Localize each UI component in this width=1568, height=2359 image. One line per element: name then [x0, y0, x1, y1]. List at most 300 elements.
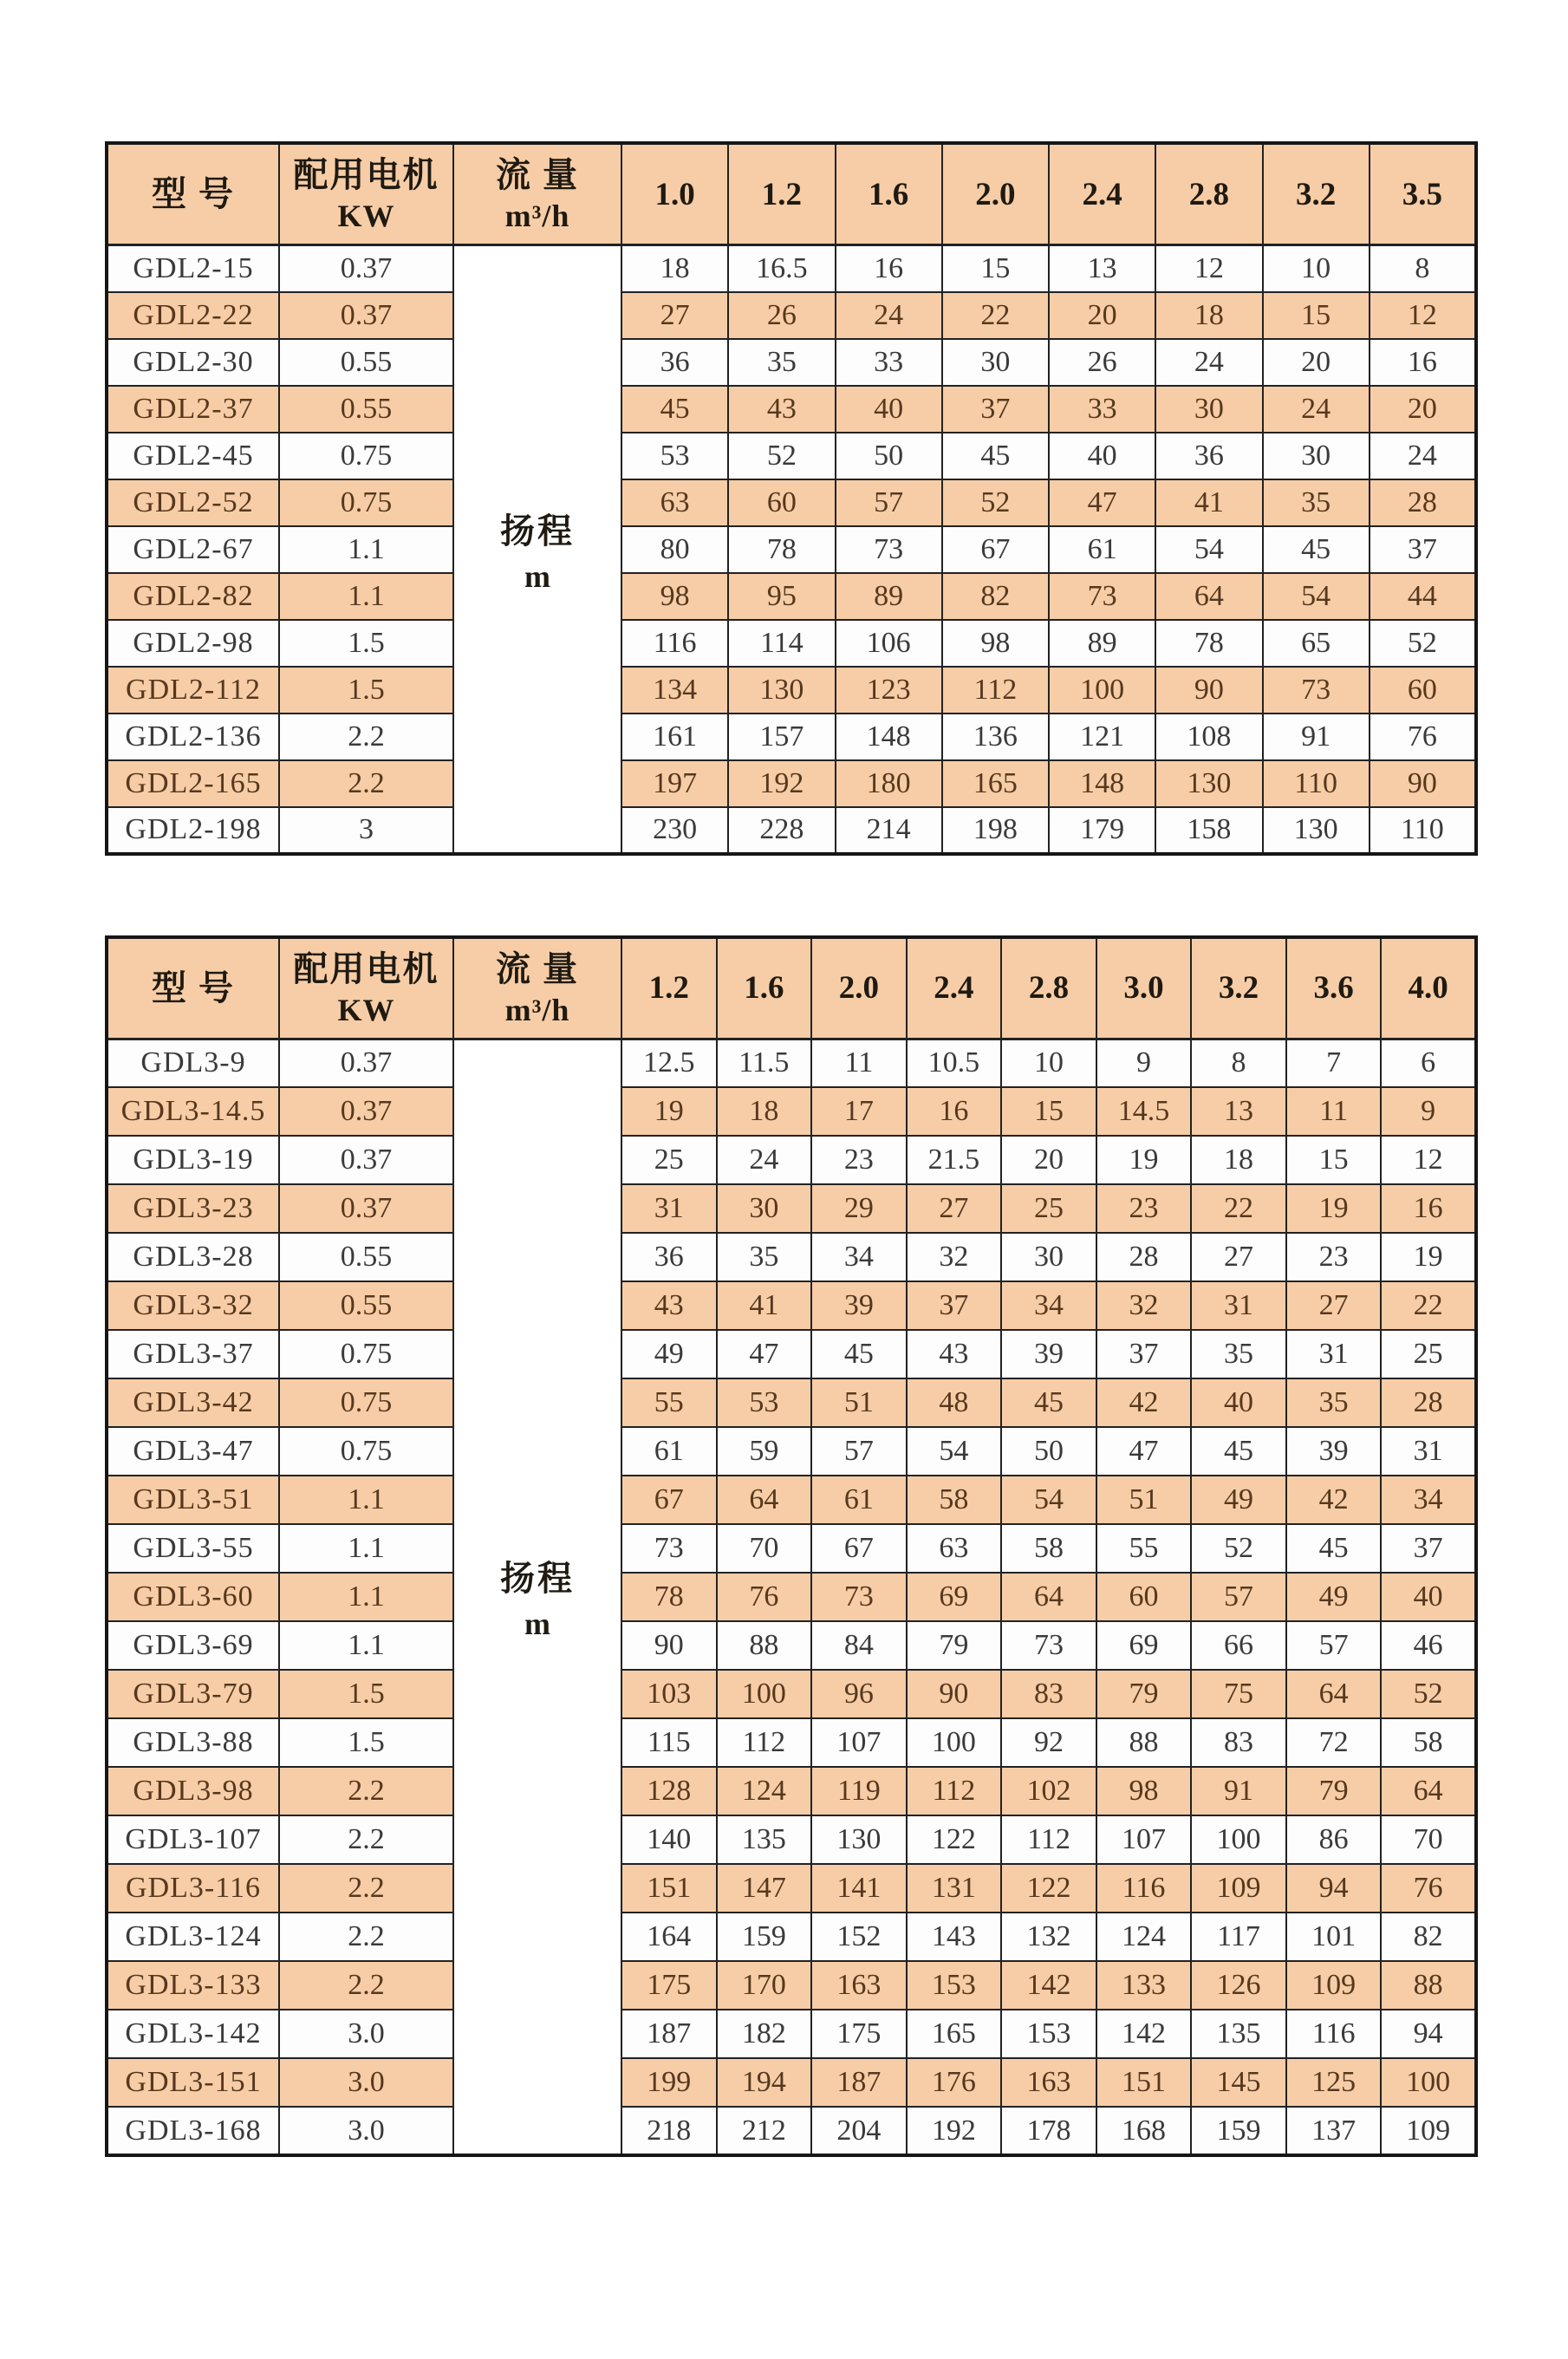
- head-value-cell: 20: [1263, 339, 1370, 386]
- head-value-cell: 100: [1191, 1815, 1286, 1864]
- table-row: [107, 1718, 1476, 1767]
- model-cell: GDL3-124: [107, 1913, 279, 1961]
- motor-kw-cell: 1.1: [279, 1621, 453, 1670]
- head-value-cell: 107: [811, 1718, 907, 1767]
- head-value-cell: 11: [1286, 1087, 1382, 1136]
- head-value-cell: 19: [1286, 1184, 1382, 1233]
- head-value-cell: 128: [621, 1767, 717, 1815]
- head-value-cell: 53: [717, 1378, 812, 1427]
- head-value-cell: 70: [1381, 1815, 1476, 1864]
- pump-spec-table-gdl2: [105, 141, 1478, 856]
- model-cell: GDL3-14.5: [107, 1087, 279, 1136]
- head-value-cell: 45: [942, 433, 1049, 479]
- motor-column-header-label: 配用电机: [293, 948, 439, 988]
- head-value-cell: 110: [1370, 807, 1476, 854]
- head-value-cell: 24: [836, 292, 942, 339]
- head-value-cell: 100: [907, 1718, 1002, 1767]
- head-value-cell: 106: [836, 620, 942, 667]
- flow-value-header: 3.0: [1096, 937, 1192, 1039]
- head-value-cell: 41: [717, 1281, 812, 1330]
- head-value-cell: 140: [621, 1815, 717, 1864]
- flow-value-header: 3.2: [1263, 143, 1370, 245]
- table-row: [107, 386, 1476, 433]
- head-value-cell: 198: [942, 807, 1049, 854]
- motor-kw-cell: 2.2: [279, 1815, 453, 1864]
- head-value-cell: 54: [907, 1427, 1002, 1476]
- head-value-cell: 18: [621, 245, 728, 292]
- head-value-cell: 22: [1381, 1281, 1476, 1330]
- head-value-cell: 145: [1191, 2058, 1286, 2107]
- model-cell: GDL3-23: [107, 1184, 279, 1233]
- head-value-cell: 13: [1191, 1087, 1286, 1136]
- head-value-cell: 125: [1286, 2058, 1382, 2107]
- head-value-cell: 19: [1096, 1136, 1192, 1184]
- head-value-cell: 151: [1096, 2058, 1192, 2107]
- head-value-cell: 153: [1001, 2010, 1096, 2058]
- head-value-cell: 90: [1370, 760, 1476, 807]
- table-row: [107, 807, 1476, 854]
- table-row: [107, 1330, 1476, 1378]
- head-value-cell: 52: [1381, 1670, 1476, 1718]
- flow-value-header: 1.6: [717, 937, 812, 1039]
- head-value-cell: 54: [1263, 573, 1370, 620]
- motor-kw-cell: 0.55: [279, 386, 453, 433]
- head-value-cell: 89: [1049, 620, 1155, 667]
- motor-kw-cell: 1.1: [279, 573, 453, 620]
- table-row: [107, 1281, 1476, 1330]
- head-value-cell: 10: [1001, 1039, 1096, 1087]
- model-cell: GDL3-32: [107, 1281, 279, 1330]
- head-value-cell: 19: [621, 1087, 717, 1136]
- head-value-cell: 218: [621, 2107, 717, 2155]
- head-value-cell: 78: [621, 1573, 717, 1621]
- head-value-cell: 84: [811, 1621, 907, 1670]
- head-value-cell: 47: [1049, 479, 1155, 526]
- head-value-cell: 100: [1381, 2058, 1476, 2107]
- flow-column-header-label: 流 量: [496, 948, 579, 988]
- motor-kw-cell: 0.55: [279, 1233, 453, 1281]
- head-value-cell: 130: [1263, 807, 1370, 854]
- motor-kw-cell: 2.2: [279, 1864, 453, 1913]
- head-value-cell: 47: [1096, 1427, 1192, 1476]
- head-value-cell: 197: [621, 760, 728, 807]
- pump-spec-table-gdl3: [105, 935, 1478, 2158]
- motor-kw-cell: 3: [279, 807, 453, 854]
- table-row: [107, 292, 1476, 339]
- head-value-cell: 117: [1191, 1913, 1286, 1961]
- head-value-cell: 12: [1155, 245, 1262, 292]
- head-value-cell: 12: [1381, 1136, 1476, 1184]
- head-value-cell: 25: [621, 1136, 717, 1184]
- table-row: [107, 714, 1476, 760]
- head-value-cell: 175: [811, 2010, 907, 2058]
- head-value-cell: 6: [1381, 1039, 1476, 1087]
- motor-kw-cell: 0.37: [279, 292, 453, 339]
- head-value-cell: 64: [1381, 1767, 1476, 1815]
- head-value-cell: 37: [942, 386, 1049, 433]
- head-value-cell: 50: [1001, 1427, 1096, 1476]
- motor-kw-cell: 0.37: [279, 1136, 453, 1184]
- flow-value-header: 2.4: [907, 937, 1002, 1039]
- head-value-cell: 30: [942, 339, 1049, 386]
- table-row: [107, 1233, 1476, 1281]
- head-value-cell: 26: [728, 292, 835, 339]
- model-cell: GDL3-47: [107, 1427, 279, 1476]
- head-value-cell: 100: [717, 1670, 812, 1718]
- model-cell: GDL3-55: [107, 1524, 279, 1573]
- head-value-cell: 72: [1286, 1718, 1382, 1767]
- head-value-cell: 45: [811, 1330, 907, 1378]
- motor-kw-cell: 0.75: [279, 1427, 453, 1476]
- head-value-cell: 124: [717, 1767, 812, 1815]
- head-value-cell: 25: [1381, 1330, 1476, 1378]
- head-value-cell: 59: [717, 1427, 812, 1476]
- head-value-cell: 88: [717, 1621, 812, 1670]
- head-value-cell: 24: [1263, 386, 1370, 433]
- model-cell: GDL3-116: [107, 1864, 279, 1913]
- head-value-cell: 159: [717, 1913, 812, 1961]
- head-value-cell: 61: [621, 1427, 717, 1476]
- head-value-cell: 214: [836, 807, 942, 854]
- motor-kw-cell: 0.37: [279, 1184, 453, 1233]
- head-value-cell: 80: [621, 526, 728, 573]
- head-value-cell: 31: [1381, 1427, 1476, 1476]
- table-row: [107, 1136, 1476, 1184]
- head-value-cell: 8: [1191, 1039, 1286, 1087]
- table-row: [107, 339, 1476, 386]
- motor-kw-cell: 2.2: [279, 1961, 453, 2010]
- head-value-cell: 22: [942, 292, 1049, 339]
- motor-kw-cell: 3.0: [279, 2107, 453, 2155]
- model-cell: GDL2-98: [107, 620, 279, 667]
- header-row: [107, 937, 1476, 1039]
- motor-kw-cell: 0.75: [279, 1378, 453, 1427]
- model-cell: GDL2-30: [107, 339, 279, 386]
- head-value-cell: 136: [942, 714, 1049, 760]
- head-value-cell: 24: [717, 1136, 812, 1184]
- head-value-cell: 180: [836, 760, 942, 807]
- head-value-cell: 61: [811, 1476, 907, 1524]
- head-unit-merged-cell: [453, 245, 621, 854]
- head-value-cell: 164: [621, 1913, 717, 1961]
- head-value-cell: 148: [836, 714, 942, 760]
- head-value-cell: 19: [1381, 1233, 1476, 1281]
- motor-kw-cell: 1.1: [279, 1476, 453, 1524]
- head-value-cell: 54: [1001, 1476, 1096, 1524]
- head-value-cell: 83: [1191, 1718, 1286, 1767]
- head-value-cell: 35: [1191, 1330, 1286, 1378]
- model-cell: GDL2-112: [107, 667, 279, 714]
- head-value-cell: 67: [942, 526, 1049, 573]
- motor-kw-cell: 0.75: [279, 1330, 453, 1378]
- model-cell: GDL3-51: [107, 1476, 279, 1524]
- motor-kw-cell: 0.37: [279, 245, 453, 292]
- head-value-cell: 67: [811, 1524, 907, 1573]
- head-value-cell: 33: [1049, 386, 1155, 433]
- head-value-cell: 178: [1001, 2107, 1096, 2155]
- head-value-cell: 23: [1096, 1184, 1192, 1233]
- head-value-cell: 158: [1155, 807, 1262, 854]
- motor-kw-cell: 1.1: [279, 1524, 453, 1573]
- head-value-cell: 98: [942, 620, 1049, 667]
- head-value-cell: 34: [1381, 1476, 1476, 1524]
- motor-column-header-label: 配用电机: [293, 155, 439, 195]
- motor-kw-cell: 1.5: [279, 620, 453, 667]
- head-value-cell: 159: [1191, 2107, 1286, 2155]
- head-value-cell: 11: [811, 1039, 907, 1087]
- head-value-cell: 24: [1155, 339, 1262, 386]
- head-value-cell: 45: [1286, 1524, 1382, 1573]
- head-value-cell: 9: [1381, 1087, 1476, 1136]
- head-value-cell: 31: [1286, 1330, 1382, 1378]
- head-value-cell: 18: [1155, 292, 1262, 339]
- head-value-cell: 65: [1263, 620, 1370, 667]
- motor-column-header-label: KW: [337, 199, 395, 234]
- head-value-cell: 57: [836, 479, 942, 526]
- table-row: [107, 1039, 1476, 1087]
- table-row: [107, 1864, 1476, 1913]
- head-value-cell: 39: [1286, 1427, 1382, 1476]
- flow-value-header: 2.8: [1155, 143, 1262, 245]
- model-cell: GDL3-42: [107, 1378, 279, 1427]
- table-row: [107, 1524, 1476, 1573]
- head-value-cell: 52: [942, 479, 1049, 526]
- head-value-cell: 82: [1381, 1913, 1476, 1961]
- model-cell: GDL3-98: [107, 1767, 279, 1815]
- head-value-cell: 64: [1155, 573, 1262, 620]
- head-value-cell: 16: [1370, 339, 1476, 386]
- flow-value-header: 1.2: [728, 143, 835, 245]
- head-value-cell: 15: [942, 245, 1049, 292]
- head-value-cell: 12: [1370, 292, 1476, 339]
- head-value-cell: 69: [907, 1573, 1002, 1621]
- head-value-cell: 53: [621, 433, 728, 479]
- flow-value-header: 1.2: [621, 937, 717, 1039]
- head-value-cell: 61: [1049, 526, 1155, 573]
- head-value-cell: 175: [621, 1961, 717, 2010]
- flow-value-header: 3.2: [1191, 937, 1286, 1039]
- head-value-cell: 40: [1049, 433, 1155, 479]
- head-value-cell: 12.5: [621, 1039, 717, 1087]
- head-value-cell: 132: [1001, 1913, 1096, 1961]
- model-cell: GDL3-60: [107, 1573, 279, 1621]
- head-value-cell: 49: [621, 1330, 717, 1378]
- table-row: [107, 620, 1476, 667]
- table-row: [107, 1476, 1476, 1524]
- model-cell: GDL2-136: [107, 714, 279, 760]
- motor-kw-cell: 1.5: [279, 667, 453, 714]
- model-cell: GDL3-142: [107, 2010, 279, 2058]
- head-value-cell: 92: [1001, 1718, 1096, 1767]
- head-value-cell: 35: [717, 1233, 812, 1281]
- table-row: [107, 1427, 1476, 1476]
- head-value-cell: 147: [717, 1864, 812, 1913]
- model-cell: GDL3-79: [107, 1670, 279, 1718]
- model-cell: GDL3-151: [107, 2058, 279, 2107]
- model-cell: GDL3-107: [107, 1815, 279, 1864]
- head-value-cell: 73: [1049, 573, 1155, 620]
- head-value-cell: 40: [1191, 1378, 1286, 1427]
- head-value-cell: 18: [717, 1087, 812, 1136]
- motor-kw-cell: 0.75: [279, 433, 453, 479]
- table-row: [107, 1815, 1476, 1864]
- head-value-cell: 69: [1096, 1621, 1192, 1670]
- head-value-cell: 37: [907, 1281, 1002, 1330]
- head-value-cell: 78: [1155, 620, 1262, 667]
- head-value-cell: 83: [1001, 1670, 1096, 1718]
- head-value-cell: 57: [1191, 1573, 1286, 1621]
- scanned-page: [0, 141, 1568, 2359]
- head-value-cell: 31: [621, 1184, 717, 1233]
- head-value-cell: 20: [1001, 1136, 1096, 1184]
- head-value-cell: 192: [728, 760, 835, 807]
- head-value-cell: 7: [1286, 1039, 1382, 1087]
- head-value-cell: 163: [1001, 2058, 1096, 2107]
- head-value-cell: 148: [1049, 760, 1155, 807]
- head-value-cell: 64: [717, 1476, 812, 1524]
- head-value-cell: 14.5: [1096, 1087, 1192, 1136]
- head-value-cell: 82: [942, 573, 1049, 620]
- table-row: [107, 526, 1476, 573]
- table-row: [107, 479, 1476, 526]
- head-value-cell: 100: [1049, 667, 1155, 714]
- table-row: [107, 573, 1476, 620]
- head-value-cell: 108: [1155, 714, 1262, 760]
- table-row: [107, 433, 1476, 479]
- head-value-cell: 161: [621, 714, 728, 760]
- head-value-cell: 37: [1381, 1524, 1476, 1573]
- head-value-cell: 13: [1049, 245, 1155, 292]
- table-row: [107, 1573, 1476, 1621]
- head-value-cell: 130: [728, 667, 835, 714]
- head-value-cell: 230: [621, 807, 728, 854]
- head-value-cell: 45: [1191, 1427, 1286, 1476]
- head-value-cell: 29: [811, 1184, 907, 1233]
- head-value-cell: 49: [1191, 1476, 1286, 1524]
- head-value-cell: 28: [1096, 1233, 1192, 1281]
- flow-column-header-label: m³/h: [504, 199, 570, 234]
- head-value-cell: 23: [1286, 1233, 1382, 1281]
- head-value-cell: 16.5: [728, 245, 835, 292]
- model-cell: GDL2-52: [107, 479, 279, 526]
- head-value-cell: 55: [1096, 1524, 1192, 1573]
- head-value-cell: 116: [1286, 2010, 1382, 2058]
- head-value-cell: 25: [1001, 1184, 1096, 1233]
- head-value-cell: 88: [1096, 1718, 1192, 1767]
- motor-kw-cell: 2.2: [279, 714, 453, 760]
- head-value-cell: 103: [621, 1670, 717, 1718]
- head-value-cell: 30: [1001, 1233, 1096, 1281]
- head-value-cell: 15: [1001, 1087, 1096, 1136]
- head-value-cell: 153: [907, 1961, 1002, 2010]
- table-row: [107, 1184, 1476, 1233]
- head-value-cell: 90: [907, 1670, 1002, 1718]
- head-value-cell: 170: [717, 1961, 812, 2010]
- head-value-cell: 75: [1191, 1670, 1286, 1718]
- model-cell: GDL2-198: [107, 807, 279, 854]
- head-value-cell: 43: [621, 1281, 717, 1330]
- head-value-cell: 212: [717, 2107, 812, 2155]
- table-row: [107, 1621, 1476, 1670]
- head-value-cell: 60: [1096, 1573, 1192, 1621]
- flow-value-header: 2.0: [942, 143, 1049, 245]
- head-value-cell: 94: [1286, 1864, 1382, 1913]
- model-column-header: [107, 937, 279, 1039]
- head-value-cell: 16: [836, 245, 942, 292]
- head-value-cell: 182: [717, 2010, 812, 2058]
- head-value-cell: 17: [811, 1087, 907, 1136]
- head-value-cell: 109: [1381, 2107, 1476, 2155]
- head-value-cell: 10.5: [907, 1039, 1002, 1087]
- head-value-cell: 192: [907, 2107, 1002, 2155]
- model-column-header-label: 型 号: [152, 174, 235, 213]
- head-value-cell: 51: [811, 1378, 907, 1427]
- head-unit-label: m: [524, 1606, 550, 1642]
- flow-column-header: [453, 143, 621, 245]
- head-value-cell: 112: [1001, 1815, 1096, 1864]
- flow-value-header: 3.6: [1286, 937, 1382, 1039]
- model-cell: GDL2-165: [107, 760, 279, 807]
- head-value-cell: 76: [1381, 1864, 1476, 1913]
- head-value-cell: 115: [621, 1718, 717, 1767]
- head-value-cell: 143: [907, 1913, 1002, 1961]
- motor-column-header-label: KW: [337, 992, 395, 1027]
- table-row: [107, 1913, 1476, 1961]
- head-value-cell: 135: [717, 1815, 812, 1864]
- head-value-cell: 30: [717, 1184, 812, 1233]
- head-unit-merged-cell: [453, 1039, 621, 2155]
- head-value-cell: 76: [1370, 714, 1476, 760]
- head-label: 扬程: [500, 511, 575, 551]
- motor-kw-cell: 0.75: [279, 479, 453, 526]
- head-value-cell: 21.5: [907, 1136, 1002, 1184]
- head-value-cell: 66: [1191, 1621, 1286, 1670]
- motor-kw-cell: 1.1: [279, 1573, 453, 1621]
- table-row: [107, 1767, 1476, 1815]
- head-value-cell: 48: [907, 1378, 1002, 1427]
- model-cell: GDL2-22: [107, 292, 279, 339]
- head-value-cell: 28: [1370, 479, 1476, 526]
- model-cell: GDL3-9: [107, 1039, 279, 1087]
- table-row: [107, 1378, 1476, 1427]
- motor-kw-cell: 2.2: [279, 1767, 453, 1815]
- head-value-cell: 79: [1096, 1670, 1192, 1718]
- head-value-cell: 112: [907, 1767, 1002, 1815]
- head-value-cell: 152: [811, 1913, 907, 1961]
- head-value-cell: 10: [1263, 245, 1370, 292]
- head-value-cell: 63: [907, 1524, 1002, 1573]
- model-cell: GDL2-45: [107, 433, 279, 479]
- head-label: 扬程: [500, 1559, 575, 1599]
- head-value-cell: 44: [1370, 573, 1476, 620]
- head-value-cell: 35: [1263, 479, 1370, 526]
- head-value-cell: 24: [1370, 433, 1476, 479]
- head-value-cell: 35: [1286, 1378, 1382, 1427]
- head-value-cell: 27: [621, 292, 728, 339]
- head-value-cell: 33: [836, 339, 942, 386]
- head-value-cell: 114: [728, 620, 835, 667]
- head-value-cell: 124: [1096, 1913, 1192, 1961]
- head-value-cell: 116: [1096, 1864, 1192, 1913]
- flow-column-header-label: 流 量: [496, 155, 579, 195]
- table-row: [107, 245, 1476, 292]
- head-value-cell: 42: [1096, 1378, 1192, 1427]
- head-value-cell: 91: [1263, 714, 1370, 760]
- head-value-cell: 60: [1370, 667, 1476, 714]
- head-value-cell: 194: [717, 2058, 812, 2107]
- motor-kw-cell: 0.55: [279, 339, 453, 386]
- head-value-cell: 57: [1286, 1621, 1382, 1670]
